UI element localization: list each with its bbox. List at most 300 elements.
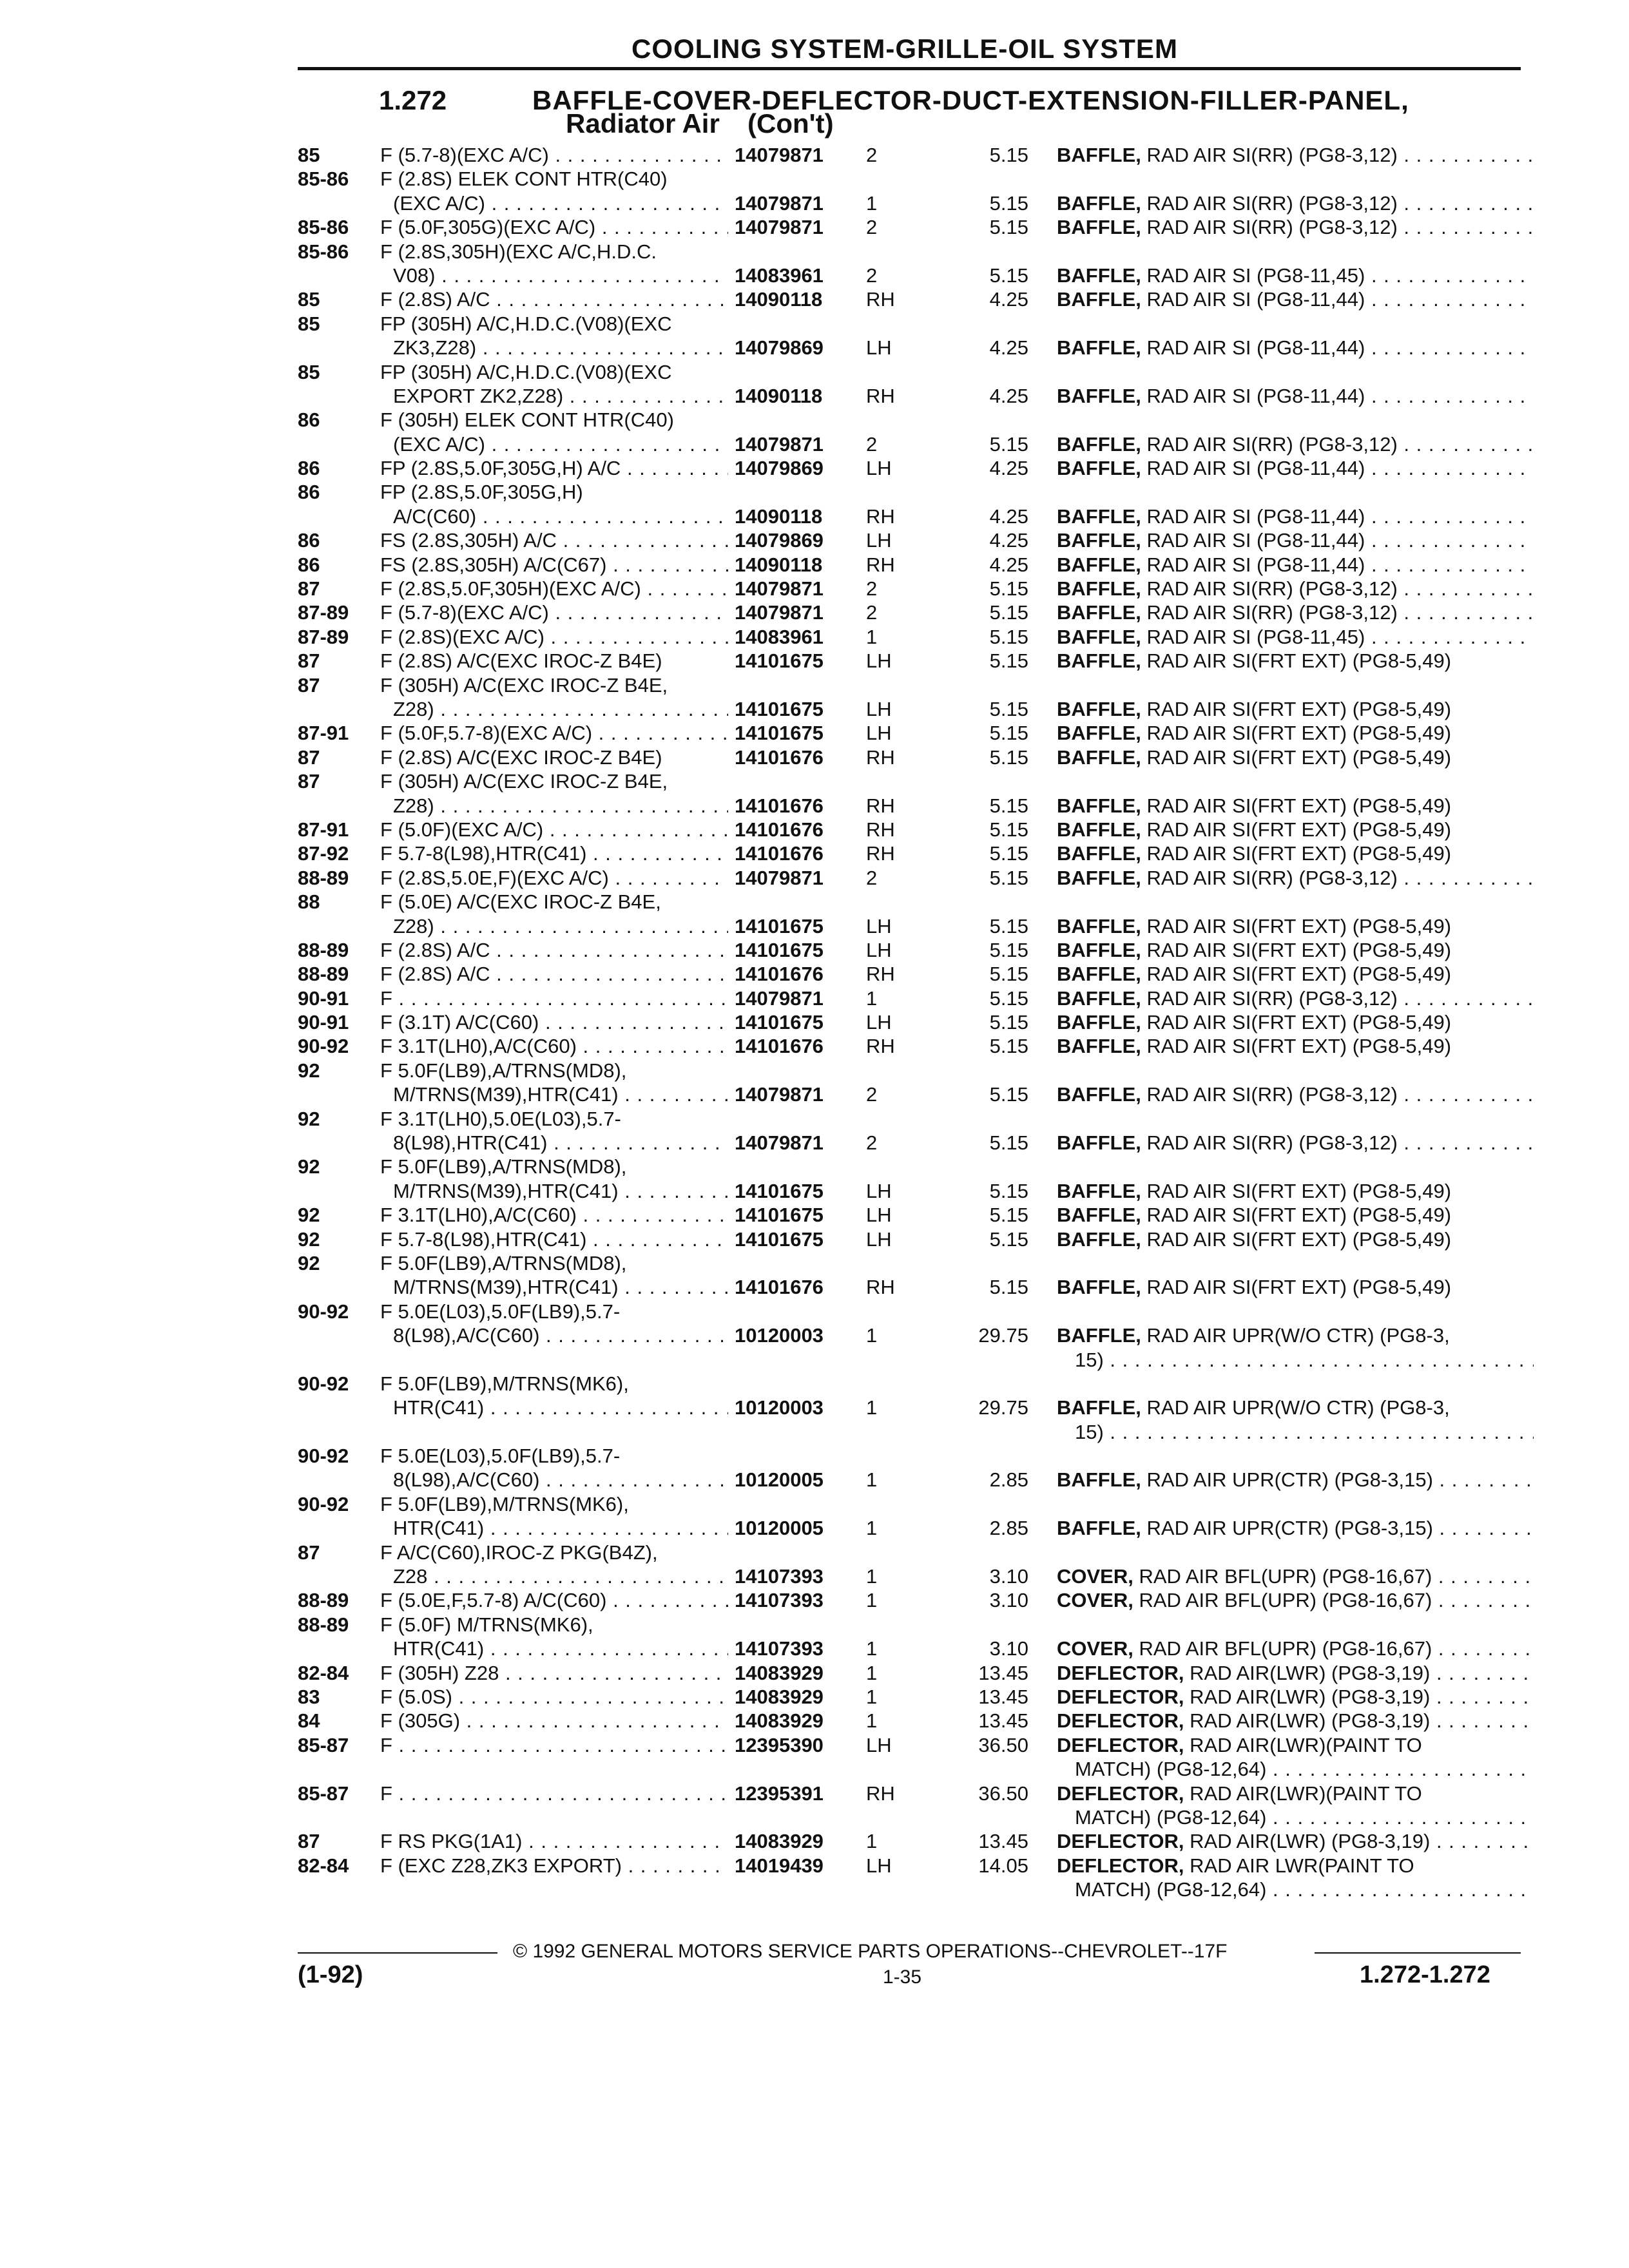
part-description: RAD AIR UPR(CTR) (PG8-3,15) — [1146, 1517, 1433, 1540]
application-description: F (2.8S) A/C . . . — [380, 962, 728, 986]
price: 5.15 — [989, 986, 1028, 1010]
price: 5.15 — [989, 818, 1028, 841]
list-item — [0, 1323, 1629, 1347]
part-name — [1057, 528, 1534, 552]
part-type: BAFFLE, — [1057, 818, 1141, 841]
part-description: RAD AIR SI(RR) (PG8-3,12) — [1146, 191, 1398, 215]
list-item — [0, 1131, 1629, 1155]
part-number: 14079871 — [735, 216, 824, 239]
part-type: DEFLECTOR, — [1057, 1733, 1184, 1756]
part-type: DEFLECTOR, — [1057, 1709, 1184, 1733]
model-years: 87-89 — [298, 601, 349, 624]
part-number: 10120005 — [735, 1517, 824, 1540]
list-item — [0, 287, 1629, 311]
list-item — [0, 1275, 1629, 1299]
price: 3.10 — [989, 1637, 1028, 1660]
model-years: 87-91 — [298, 818, 349, 841]
part-name — [1057, 938, 1534, 962]
part-description: RAD AIR UPR(W/O CTR) (PG8-3, — [1146, 1396, 1450, 1419]
part-type: BAFFLE, — [1057, 457, 1141, 480]
price: 5.15 — [989, 697, 1028, 720]
price: 4.25 — [989, 529, 1028, 552]
list-item — [0, 553, 1629, 577]
model-years: 92 — [298, 1059, 320, 1082]
model-years: 90-91 — [298, 1011, 349, 1034]
model-years: 85 — [298, 312, 320, 335]
part-name — [1057, 1034, 1534, 1058]
part-type: BAFFLE, — [1057, 336, 1141, 360]
price: 5.15 — [989, 866, 1028, 889]
application-description: F 5.0F(LB9),M/TRNS(MK6), — [380, 1372, 629, 1395]
application-description: (EXC A/C) . . . — [393, 432, 728, 456]
application-description: F (2.8S,5.0F,305H)(EXC A/C) . . . — [380, 577, 728, 601]
part-description: RAD AIR SI(FRT EXT) (PG8-5,49) — [1146, 963, 1452, 986]
quantity: 1 — [866, 1396, 878, 1419]
price: 13.45 — [978, 1830, 1028, 1853]
list-item — [0, 914, 1629, 938]
part-description: RAD AIR SI(RR) (PG8-3,12) — [1146, 1083, 1398, 1106]
application-description: F (5.0F) M/TRNS(MK6), — [380, 1613, 593, 1636]
part-description: RAD AIR(LWR) (PG8-3,19) — [1190, 1830, 1431, 1853]
part-number: 10120005 — [735, 1468, 824, 1492]
part-description: RAD AIR SI(FRT EXT) (PG8-5,49) — [1146, 818, 1452, 841]
model-years: 88-89 — [298, 1589, 349, 1612]
part-name — [1057, 1227, 1534, 1251]
part-number: 14079871 — [735, 432, 824, 456]
model-years: 88 — [298, 890, 320, 914]
part-type: BAFFLE, — [1057, 745, 1141, 769]
quantity: LH — [866, 1854, 892, 1877]
application-description: F (305H) A/C(EXC IROC-Z B4E, — [380, 673, 668, 697]
part-name — [1075, 1878, 1534, 1901]
price: 5.15 — [989, 191, 1028, 215]
part-type: BAFFLE, — [1057, 1396, 1141, 1419]
list-item — [0, 1492, 1629, 1516]
part-name — [1057, 143, 1534, 167]
part-number: 14079871 — [735, 1131, 824, 1155]
part-type: COVER, — [1057, 1637, 1133, 1660]
part-type: DEFLECTOR, — [1057, 1782, 1184, 1805]
part-type: DEFLECTOR, — [1057, 1854, 1184, 1877]
part-description: RAD AIR SI(FRT EXT) (PG8-5,49) — [1146, 1276, 1452, 1299]
list-item — [0, 794, 1629, 818]
model-years: 86 — [298, 457, 320, 480]
part-number: 14101675 — [735, 649, 824, 673]
part-description: RAD AIR(LWR)(PAINT TO — [1190, 1782, 1422, 1805]
list-item — [0, 1300, 1629, 1323]
part-type: BAFFLE, — [1057, 866, 1141, 889]
application-description: F (305H) A/C(EXC IROC-Z B4E, — [380, 770, 668, 793]
application-description: F (5.0E,F,5.7-8) A/C(C60) . . . — [380, 1588, 728, 1612]
part-description: RAD AIR SI(FRT EXT) (PG8-5,49) — [1146, 842, 1452, 865]
part-number: 14101675 — [735, 1011, 824, 1034]
list-item — [0, 1757, 1629, 1781]
part-name — [1057, 191, 1534, 215]
list-item — [0, 962, 1629, 986]
part-type: BAFFLE, — [1057, 432, 1141, 456]
model-years: 87 — [298, 673, 320, 697]
list-item — [0, 938, 1629, 962]
part-name — [1057, 553, 1534, 577]
price: 4.25 — [989, 553, 1028, 576]
part-name — [1057, 721, 1534, 745]
part-name — [1057, 432, 1534, 456]
part-description: RAD AIR SI(RR) (PG8-3,12) — [1146, 432, 1398, 456]
quantity: LH — [866, 1179, 892, 1202]
price: 5.15 — [989, 914, 1028, 937]
application-description: F (2.8S) A/C(EXC IROC-Z B4E) — [380, 649, 662, 673]
part-type: BAFFLE, — [1057, 553, 1141, 576]
list-item — [0, 697, 1629, 721]
quantity: LH — [866, 914, 892, 937]
part-type: BAFFLE, — [1057, 697, 1141, 720]
part-name — [1075, 1805, 1534, 1829]
part-type: COVER, — [1057, 1565, 1133, 1588]
application-description: Z28 . . . — [393, 1564, 728, 1588]
application-description: Z28) . . . — [393, 697, 728, 721]
application-description: 8(L98),HTR(C41) . . . — [393, 1131, 728, 1155]
application-description: Z28) . . . — [393, 794, 728, 818]
list-item — [0, 143, 1629, 167]
quantity: RH — [866, 745, 895, 769]
model-years: 90-92 — [298, 1492, 349, 1515]
part-name — [1057, 1082, 1534, 1106]
parts-list — [0, 143, 1629, 1902]
list-item — [0, 264, 1629, 287]
price: 5.15 — [989, 216, 1028, 239]
part-description: RAD AIR SI(FRT EXT) (PG8-5,49) — [1146, 1227, 1452, 1251]
part-description: RAD AIR SI (PG8-11,44) — [1146, 457, 1365, 480]
price: 5.15 — [989, 625, 1028, 648]
part-type: BAFFLE, — [1057, 288, 1141, 311]
model-years: 88-89 — [298, 866, 349, 889]
price: 13.45 — [978, 1709, 1028, 1733]
part-name — [1057, 577, 1534, 601]
part-number: 14090118 — [735, 384, 823, 407]
part-type: BAFFLE, — [1057, 794, 1141, 817]
part-number: 14083961 — [735, 625, 824, 648]
list-item — [0, 577, 1629, 601]
model-years: 87-92 — [298, 842, 349, 865]
price: 4.25 — [989, 457, 1028, 480]
list-item — [0, 1203, 1629, 1227]
list-item — [0, 986, 1629, 1010]
list-item — [0, 312, 1629, 336]
model-years: 87-89 — [298, 625, 349, 648]
quantity: RH — [866, 384, 895, 407]
quantity: 1 — [866, 1709, 878, 1733]
part-type: COVER, — [1057, 1589, 1133, 1612]
quantity: 1 — [866, 1565, 878, 1588]
part-type: BAFFLE, — [1057, 1276, 1141, 1299]
part-number: 14101676 — [735, 1035, 824, 1058]
quantity: 2 — [866, 144, 878, 166]
part-description: RAD AIR BFL(UPR) (PG8-16,67) — [1139, 1589, 1432, 1612]
part-number: 14107393 — [735, 1589, 824, 1612]
part-name — [1057, 1203, 1534, 1227]
part-name — [1057, 1829, 1534, 1853]
list-item — [0, 191, 1629, 215]
part-name — [1057, 1131, 1534, 1155]
list-item — [0, 601, 1629, 624]
application-description: HTR(C41) . . . — [393, 1516, 728, 1540]
part-type: BAFFLE, — [1057, 1179, 1141, 1202]
application-description: EXPORT ZK2,Z28) . . . — [393, 384, 728, 408]
application-description: F (2.8S,5.0E,F)(EXC A/C) . . . — [380, 866, 728, 890]
part-type: BAFFLE, — [1057, 264, 1141, 287]
part-type: BAFFLE, — [1057, 1204, 1141, 1227]
list-item — [0, 1516, 1629, 1540]
price: 5.15 — [989, 842, 1028, 865]
part-name — [1057, 505, 1534, 528]
model-years: 90-92 — [298, 1035, 349, 1058]
price: 5.15 — [989, 432, 1028, 456]
price: 29.75 — [978, 1396, 1028, 1419]
application-description: F . . . — [380, 1733, 728, 1757]
part-number: 14079871 — [735, 191, 824, 215]
list-item — [0, 1685, 1629, 1709]
model-years: 83 — [298, 1686, 320, 1708]
part-name — [1057, 986, 1534, 1010]
application-description: F (2.8S)(EXC A/C) . . . — [380, 625, 728, 649]
list-item — [0, 480, 1629, 504]
model-years: 86 — [298, 529, 320, 552]
part-description: RAD AIR SI(RR) (PG8-3,12) — [1146, 986, 1398, 1010]
part-number: 14107393 — [735, 1637, 824, 1660]
price: 2.85 — [989, 1517, 1028, 1540]
model-years: 85-87 — [298, 1733, 349, 1756]
part-name — [1057, 264, 1534, 287]
part-number: 14079871 — [735, 986, 824, 1010]
list-item — [0, 384, 1629, 408]
list-item — [0, 1059, 1629, 1082]
model-years: 85-87 — [298, 1782, 349, 1805]
part-number: 14101675 — [735, 1204, 824, 1227]
price: 2.85 — [989, 1468, 1028, 1492]
model-years: 92 — [298, 1107, 320, 1130]
price: 4.25 — [989, 288, 1028, 311]
part-name — [1057, 1179, 1534, 1203]
price: 5.15 — [989, 601, 1028, 624]
list-item — [0, 1661, 1629, 1685]
application-description: FS (2.8S,305H) A/C(C67) . . . — [380, 553, 728, 577]
header-rule — [298, 67, 1521, 70]
model-years: 87 — [298, 1541, 320, 1564]
part-name — [1057, 1516, 1534, 1540]
quantity: 1 — [866, 625, 878, 648]
application-description: 8(L98),A/C(C60) . . . — [393, 1323, 728, 1347]
quantity: 1 — [866, 1830, 878, 1853]
part-type: BAFFLE, — [1057, 529, 1141, 552]
model-years: 87 — [298, 577, 320, 601]
price: 36.50 — [978, 1733, 1028, 1756]
part-number: 14079871 — [735, 1083, 824, 1106]
list-item — [0, 1179, 1629, 1203]
part-type: BAFFLE, — [1057, 914, 1141, 937]
model-years: 82-84 — [298, 1661, 349, 1684]
part-number: 12395391 — [735, 1782, 824, 1805]
part-type: BAFFLE, — [1057, 216, 1141, 239]
part-name — [1057, 1396, 1534, 1419]
part-name — [1057, 1854, 1534, 1878]
part-number: 14083961 — [735, 264, 824, 287]
quantity: LH — [866, 722, 892, 745]
list-item — [0, 1613, 1629, 1637]
part-number: 14083929 — [735, 1686, 824, 1708]
list-item — [0, 336, 1629, 360]
quantity: LH — [866, 336, 892, 360]
part-description: RAD AIR SI(RR) (PG8-3,12) — [1146, 1131, 1398, 1155]
price: 4.25 — [989, 384, 1028, 407]
part-name — [1075, 1348, 1534, 1372]
part-description: RAD AIR SI(FRT EXT) (PG8-5,49) — [1146, 745, 1452, 769]
part-number: 14079869 — [735, 529, 824, 552]
part-type: BAFFLE, — [1057, 1131, 1141, 1155]
part-description: RAD AIR SI (PG8-11,44) — [1146, 529, 1365, 552]
part-description: RAD AIR SI(FRT EXT) (PG8-5,49) — [1146, 1204, 1452, 1227]
part-description: RAD AIR UPR(W/O CTR) (PG8-3, — [1146, 1324, 1450, 1347]
part-number: 14101676 — [735, 963, 824, 986]
application-description: FP (2.8S,5.0F,305G,H) A/C . . . — [380, 456, 728, 480]
quantity: RH — [866, 1276, 895, 1299]
quantity: RH — [866, 288, 895, 311]
part-description: RAD AIR SI (PG8-11,44) — [1146, 553, 1365, 576]
quantity: LH — [866, 649, 892, 673]
quantity: 2 — [866, 601, 878, 624]
price: 3.10 — [989, 1589, 1028, 1612]
part-type: DEFLECTOR, — [1057, 1661, 1184, 1684]
price: 5.15 — [989, 1179, 1028, 1202]
part-number: 14079871 — [735, 866, 824, 889]
footer-rule-right — [1315, 1952, 1521, 1954]
part-number: 14101675 — [735, 697, 824, 720]
quantity: LH — [866, 1227, 892, 1251]
quantity: LH — [866, 938, 892, 961]
application-description: FP (305H) A/C,H.D.C.(V08)(EXC — [380, 312, 672, 335]
list-item — [0, 1107, 1629, 1131]
quantity: RH — [866, 505, 895, 528]
section-subtitle: Radiator Air — [566, 108, 720, 139]
application-description: M/TRNS(M39),HTR(C41) . . . — [393, 1179, 728, 1203]
footer-page-number: 1-35 — [883, 1966, 922, 1988]
list-item — [0, 1878, 1629, 1901]
part-description: RAD AIR SI(RR) (PG8-3,12) — [1146, 216, 1398, 239]
quantity: LH — [866, 1011, 892, 1034]
model-years: 87 — [298, 745, 320, 769]
application-description: F (305G) . . . — [380, 1709, 728, 1733]
price: 5.15 — [989, 264, 1028, 287]
part-type: BAFFLE, — [1057, 1011, 1141, 1034]
quantity: 2 — [866, 1131, 878, 1155]
application-description: F 5.7-8(L98),HTR(C41) . . . — [380, 1227, 728, 1251]
price: 5.15 — [989, 1083, 1028, 1106]
application-description: ZK3,Z28) . . . — [393, 336, 728, 360]
price: 13.45 — [978, 1661, 1028, 1684]
application-description: F (2.8S) A/C . . . — [380, 287, 728, 311]
price: 4.25 — [989, 505, 1028, 528]
application-description: (EXC A/C) . . . — [393, 191, 728, 215]
model-years: 88-89 — [298, 963, 349, 986]
part-description: RAD AIR(LWR) (PG8-3,19) — [1190, 1661, 1431, 1684]
model-years: 88-89 — [298, 938, 349, 961]
part-type: BAFFLE, — [1057, 842, 1141, 865]
part-type: BAFFLE, — [1057, 384, 1141, 407]
quantity: RH — [866, 1782, 895, 1805]
model-years: 87-91 — [298, 722, 349, 745]
part-name — [1057, 625, 1534, 649]
list-item — [0, 1805, 1629, 1829]
part-name — [1057, 456, 1534, 480]
list-item — [0, 215, 1629, 239]
part-type: BAFFLE, — [1057, 963, 1141, 986]
application-description: FS (2.8S,305H) A/C . . . — [380, 528, 728, 552]
price: 5.15 — [989, 1276, 1028, 1299]
part-name — [1057, 336, 1534, 360]
price: 5.15 — [989, 722, 1028, 745]
list-item — [0, 505, 1629, 528]
part-name — [1057, 745, 1534, 769]
list-item — [0, 841, 1629, 865]
model-years: 85-86 — [298, 240, 349, 263]
list-item — [0, 240, 1629, 264]
footer-date: (1-92) — [298, 1961, 363, 1988]
part-number: 12395390 — [735, 1733, 824, 1756]
part-number: 14101675 — [735, 1227, 824, 1251]
list-item — [0, 1082, 1629, 1106]
list-item — [0, 673, 1629, 697]
list-item — [0, 866, 1629, 890]
list-item — [0, 1034, 1629, 1058]
page-header-title: COOLING SYSTEM-GRILLE-OIL SYSTEM — [631, 34, 1178, 64]
part-name — [1057, 1637, 1534, 1660]
part-description: 15) — [1075, 1348, 1104, 1371]
part-name — [1057, 818, 1534, 841]
model-years: 85-86 — [298, 168, 349, 191]
part-number: 14101676 — [735, 1276, 824, 1299]
part-number: 14101676 — [735, 842, 824, 865]
model-years: 85 — [298, 144, 320, 166]
part-name — [1057, 697, 1534, 721]
part-name — [1057, 1588, 1534, 1612]
part-name — [1057, 1709, 1534, 1733]
part-number: 10120003 — [735, 1396, 824, 1419]
application-description: F (5.0E) A/C(EXC IROC-Z B4E, — [380, 890, 661, 914]
application-description: F (5.0F,5.7-8)(EXC A/C) . . . — [380, 721, 728, 745]
application-description: F RS PKG(1A1) . . . — [380, 1829, 728, 1853]
list-item — [0, 1829, 1629, 1853]
price: 4.25 — [989, 336, 1028, 360]
model-years: 86 — [298, 408, 320, 432]
part-number: 14101675 — [735, 722, 824, 745]
part-description: RAD AIR(LWR)(PAINT TO — [1190, 1733, 1422, 1756]
part-type: BAFFLE, — [1057, 191, 1141, 215]
part-number: 14079869 — [735, 457, 824, 480]
quantity: 1 — [866, 1517, 878, 1540]
model-years: 84 — [298, 1709, 320, 1733]
section-title: BAFFLE-COVER-DEFLECTOR-DUCT-EXTENSION-FILLER-PANEL, — [532, 85, 1409, 115]
part-type: BAFFLE, — [1057, 1468, 1141, 1492]
part-number: 14019439 — [735, 1854, 824, 1877]
list-item — [0, 649, 1629, 673]
part-description: RAD AIR SI (PG8-11,44) — [1146, 505, 1365, 528]
price: 5.15 — [989, 794, 1028, 817]
list-item — [0, 1733, 1629, 1757]
quantity: 2 — [866, 866, 878, 889]
quantity: 2 — [866, 432, 878, 456]
part-type: BAFFLE, — [1057, 1035, 1141, 1058]
section-number: 1.272 — [379, 85, 447, 115]
application-description: F 5.0F(LB9),A/TRNS(MD8), — [380, 1251, 627, 1274]
